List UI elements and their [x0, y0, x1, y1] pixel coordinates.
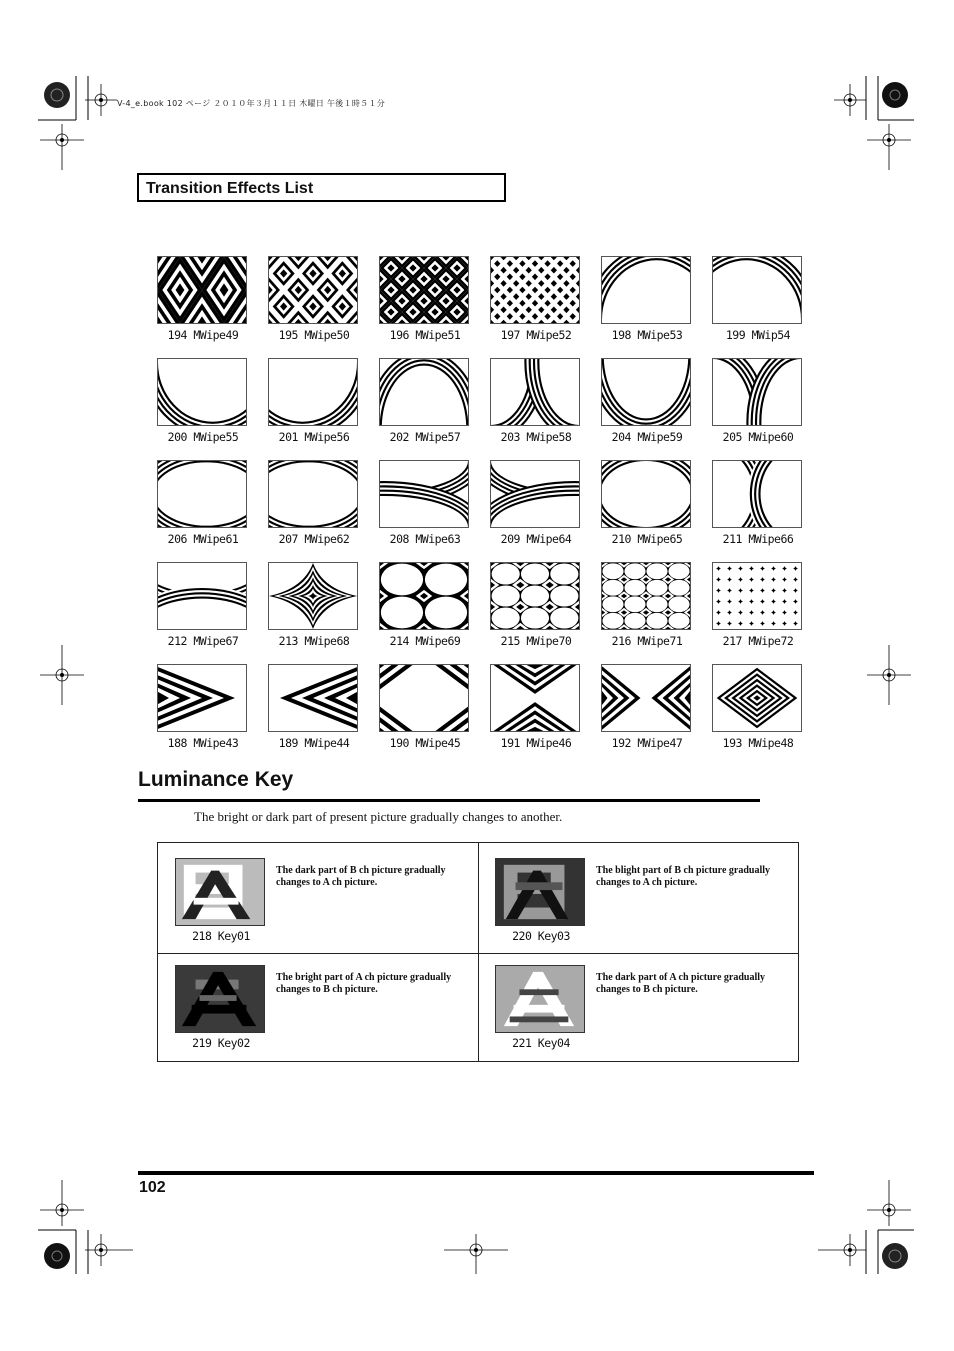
wipe-label: 205 MWipe60 [722, 430, 794, 444]
wipe-thumbnail [490, 256, 580, 324]
wipe-label: 216 MWipe71 [611, 634, 683, 648]
wipe-thumbnail [601, 358, 691, 426]
wipe-thumbnail [601, 562, 691, 630]
luminance-key-description: The bright or dark part of present picture gradually changes to another. [194, 809, 563, 824]
key-label: 221 Key04 [512, 1036, 570, 1050]
wipe-label: 207 MWipe62 [278, 532, 350, 546]
key01-thumbnail [175, 858, 265, 926]
wipe-label: 198 MWipe53 [611, 328, 683, 342]
wipe-tile [379, 256, 471, 342]
key04-thumbnail [495, 965, 585, 1033]
wipe-thumbnail [379, 358, 469, 426]
page-number: 102 [139, 1179, 166, 1196]
key-cell [158, 843, 478, 951]
wipe-tile [379, 358, 471, 444]
key-label: 220 Key03 [512, 929, 570, 943]
key-cell [158, 950, 478, 1058]
wipe-label: 206 MWipe61 [167, 532, 239, 546]
key02-thumbnail [175, 965, 265, 1033]
wipe-thumbnail [712, 664, 802, 732]
wipe-thumbnail [268, 460, 358, 528]
key-description: The dark part of A ch picture gradually changes to B ch picture. [596, 972, 765, 995]
wipe-label: 204 MWipe59 [611, 430, 683, 444]
wipe-tile [601, 562, 693, 648]
wipe-tile [157, 256, 249, 342]
key-description: The bright part of A ch picture gradually changes to B ch picture. [276, 972, 452, 995]
wipe-tile [268, 664, 360, 750]
wipe-tile [601, 256, 693, 342]
wipe-thumbnail [157, 562, 247, 630]
wipe-label: 201 MWipe56 [278, 430, 350, 444]
wipe-tile [157, 460, 249, 546]
wipe-thumbnail [601, 460, 691, 528]
wipe-thumbnail [379, 562, 469, 630]
wipe-tile [268, 460, 360, 546]
wipe-thumbnail [712, 256, 802, 324]
wipe-label: 210 MWipe65 [611, 532, 683, 546]
wipe-thumbnail [601, 256, 691, 324]
wipe-tile [157, 664, 249, 750]
wipe-tile [712, 460, 804, 546]
wipe-thumbnail [157, 256, 247, 324]
wipe-label: 188 MWipe43 [167, 736, 239, 750]
print-info-line: V-4_e.book 102 ページ ２０１０年３月１１日 木曜日 午後１時５１分 [117, 99, 386, 108]
wipe-tile [601, 460, 693, 546]
wipe-tile [379, 562, 471, 648]
wipe-tile [490, 358, 582, 444]
wipe-thumbnail [268, 562, 358, 630]
title-underline [138, 799, 760, 802]
wipe-label: 194 MWipe49 [167, 328, 239, 342]
wipe-label: 202 MWipe57 [389, 430, 461, 444]
wipe-label: 214 MWipe69 [389, 634, 461, 648]
key03-thumbnail [495, 858, 585, 926]
wipe-tile [490, 256, 582, 342]
wipe-tile [712, 256, 804, 342]
wipe-tile [157, 562, 249, 648]
wipe-thumbnail [268, 358, 358, 426]
wipe-tile [712, 358, 804, 444]
wipe-thumbnail [490, 562, 580, 630]
wipe-thumbnail [379, 256, 469, 324]
wipe-label: 213 MWipe68 [278, 634, 350, 648]
footer-rule [138, 1171, 814, 1175]
wipe-thumbnail [268, 256, 358, 324]
wipe-label: 200 MWipe55 [167, 430, 239, 444]
wipe-label: 203 MWipe58 [500, 430, 572, 444]
wipe-label: 209 MWipe64 [500, 532, 572, 546]
wipe-label: 208 MWipe63 [389, 532, 461, 546]
wipe-thumbnail [490, 664, 580, 732]
wipe-thumbnail [379, 664, 469, 732]
wipe-label: 212 MWipe67 [167, 634, 239, 648]
wipe-tile [490, 664, 582, 750]
wipe-thumbnail [601, 664, 691, 732]
key-label: 218 Key01 [192, 929, 250, 943]
key-cell [478, 843, 798, 951]
wipe-tile [268, 562, 360, 648]
wipe-tile [712, 562, 804, 648]
wipe-thumbnail [712, 358, 802, 426]
luminance-key-title: Luminance Key [138, 768, 294, 791]
wipe-tile [490, 460, 582, 546]
key-description: The dark part of B ch picture gradually changes to A ch picture. [276, 865, 446, 888]
wipe-tile [601, 664, 693, 750]
wipe-tile [712, 664, 804, 750]
wipe-thumbnail [157, 460, 247, 528]
wipe-label: 211 MWipe66 [722, 532, 794, 546]
wipe-thumbnail [379, 460, 469, 528]
wipe-label: 193 MWipe48 [722, 736, 794, 750]
wipe-thumbnail [712, 562, 802, 630]
key-cell [478, 950, 798, 1058]
wipe-label: 189 MWipe44 [278, 736, 350, 750]
wipe-thumbnail [490, 358, 580, 426]
wipe-label: 215 MWipe70 [500, 634, 572, 648]
wipe-tile [157, 358, 249, 444]
wipe-label: 191 MWipe46 [500, 736, 572, 750]
wipe-tile [268, 358, 360, 444]
wipe-label: 199 MWip54 [725, 328, 791, 342]
wipe-label: 192 MWipe47 [611, 736, 683, 750]
wipe-thumbnail [157, 358, 247, 426]
wipe-label: 195 MWipe50 [278, 328, 350, 342]
wipe-label: 190 MWipe45 [389, 736, 461, 750]
wipe-tile [490, 562, 582, 648]
wipe-thumbnail [712, 460, 802, 528]
wipe-label: 217 MWipe72 [722, 634, 794, 648]
wipe-label: 197 MWipe52 [500, 328, 572, 342]
wipe-tile [379, 664, 471, 750]
wipe-thumbnail [268, 664, 358, 732]
wipe-thumbnail [490, 460, 580, 528]
key-label: 219 Key02 [192, 1036, 250, 1050]
wipe-label: 196 MWipe51 [389, 328, 461, 342]
luminance-key-table [157, 842, 799, 1062]
wipe-tile [268, 256, 360, 342]
wipe-thumbnail [157, 664, 247, 732]
section-header: Transition Effects List [137, 173, 506, 202]
wipe-tile [379, 460, 471, 546]
wipe-tile [601, 358, 693, 444]
key-description: The blight part of B ch picture gradually changes to A ch picture. [596, 865, 770, 888]
